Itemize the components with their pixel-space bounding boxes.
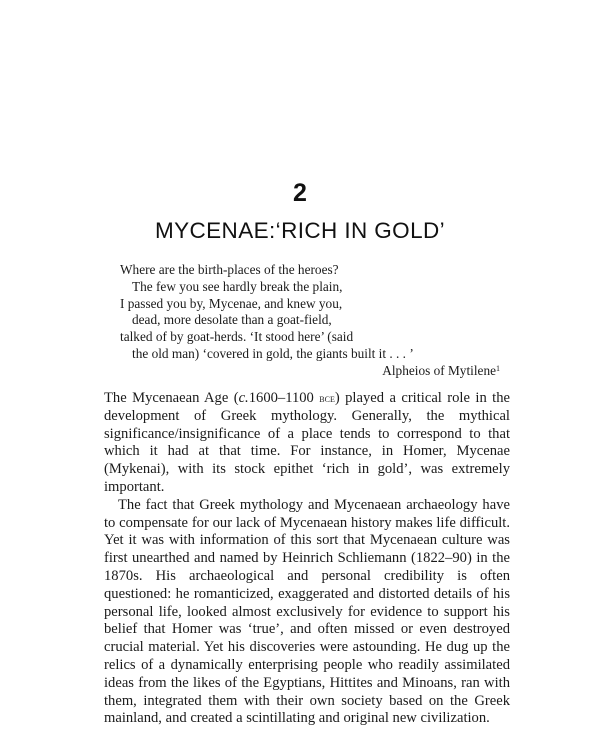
p1-pre: The Mycenaean Age ( <box>104 390 239 406</box>
attribution-text: Alpheios of Mytilene <box>382 362 496 378</box>
p1-post: ) played a critical role in the development of Greek mythology. Generally, the mythical significance/insignificance of a place tends to correspond to that which it had at that time. For instance, in Homer, Mycenae (Mykenai), with its stock epithet ‘rich in gold’, was extremely important. <box>104 390 510 495</box>
p1-dates: 1600–1100 <box>248 390 320 406</box>
epigraph <box>120 262 500 380</box>
paragraph-1 <box>104 390 510 497</box>
epigraph-line: Where are the birth-places of the heroes? <box>120 262 339 277</box>
body-text <box>104 390 510 728</box>
p1-circa: c. <box>238 390 249 406</box>
p1-era: bce <box>319 391 335 405</box>
epigraph-line: The few you see hardly break the plain, <box>132 278 343 294</box>
epigraph-line: the old man) ‘covered in gold, the giants built it . . . ’ <box>132 345 414 361</box>
chapter-number: 2 <box>293 179 307 207</box>
epigraph-line: talked of by goat-herds. ‘It stood here’ (said <box>120 329 354 345</box>
epigraph-line: dead, more desolate than a goat-field, <box>132 312 332 328</box>
chapter-title: MYCENAE:‘RICH IN GOLD’ <box>154 218 446 243</box>
epigraph-attribution <box>120 363 500 380</box>
epigraph-line: I passed you by, Mycenae, and knew you, <box>120 295 343 311</box>
footnote-marker: 1 <box>496 363 500 373</box>
paragraph-2: The fact that Greek mythology and Mycenaean archaeology have to compensate for our lack of Mycenaean history makes life difficult. Yet it was with information of this sort that Mycenaean culture was first unearthed and named by Heinrich Schliemann (1822–90) in the 1870s. His archaeological and personal credibility is often questioned: he romanticized, exaggerated and distorted details of his personal life, looked almost exclusively for evidence to support his belief that Homer was ‘true’, and often missed or even destroyed crucial material. Yet his discoveries were astounding. He dug up the relics of a dynamically enterprising people who readily assimilated ideas from the likes of the Egyptians, Hittites and Minoans, ran with them, integrated them with their own society based on the Greek mainland, and created a scintillating and original new civilization. <box>104 496 510 727</box>
